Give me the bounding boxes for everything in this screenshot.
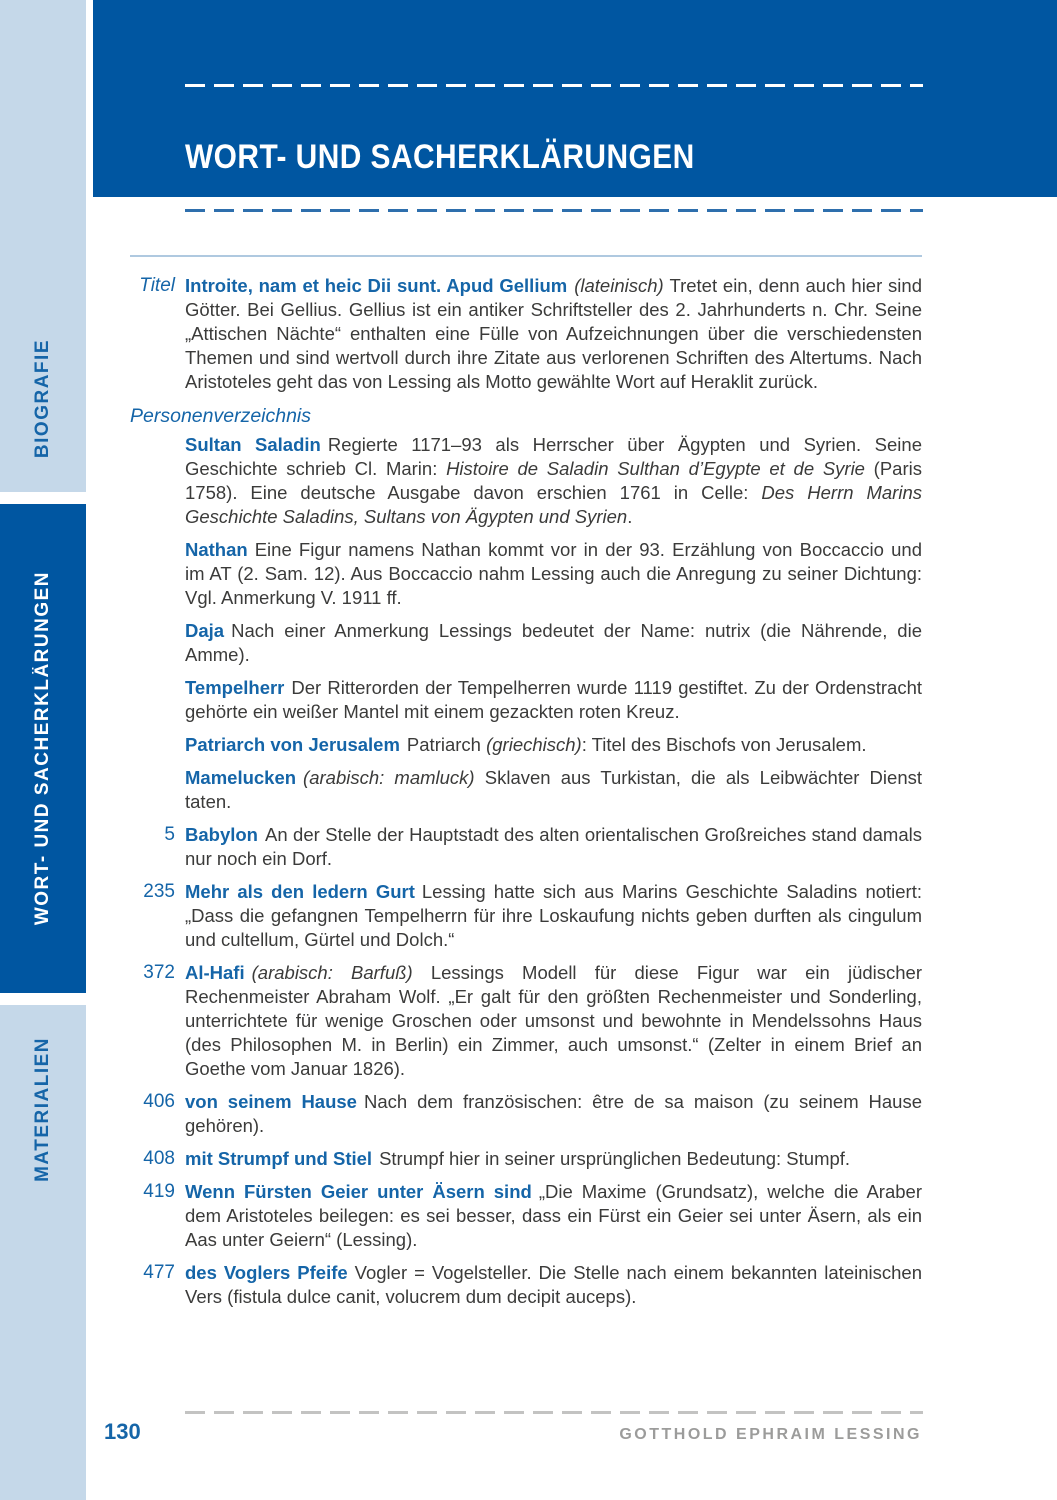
entry-text: (arabisch: Barfuß)	[251, 962, 431, 983]
footer-dashed-line	[185, 1411, 923, 1414]
entry-text: An der Stelle der Hauptstadt des alten orientalischen Großreiches stand damals nur noch ein Dorf.	[185, 824, 922, 869]
sidebar-tab-biografie-label: BIOGRAFIE	[32, 338, 53, 458]
entry-text: Regierte 1171–93 als Herrscher über Ägypten und Syrien. Seine Geschichte schrieb Cl. Marin:	[185, 434, 922, 479]
glossary-entry	[130, 1147, 922, 1171]
glossary-entry	[130, 880, 922, 952]
entry-line-label	[130, 433, 175, 529]
entry-body	[185, 619, 922, 667]
glossary-entry	[130, 823, 922, 871]
header-dashed-line-top	[185, 84, 923, 87]
entry-line-label	[130, 538, 175, 610]
sidebar-tab-wort-und-sacherklaerungen-label: WORT- UND SACHERKLÄRUNGEN	[32, 571, 53, 926]
entry-body	[185, 766, 922, 814]
glossary-entry	[130, 433, 922, 529]
entry-text: „Die Maxime (Grundsatz), welche die Araber dem Aristoteles beilegen: es sei besser, dass ein Fürst ein Geier sei unter Äsern, als ein Aas unter Geiern“ (Lessing).	[185, 1181, 922, 1250]
entry-term: Daja	[185, 620, 225, 641]
entry-body	[185, 733, 922, 757]
entry-text: Sklaven aus Turkistan, die als Leibwächter Dienst taten.	[185, 767, 922, 812]
header-dashed-line-bottom	[185, 209, 923, 212]
entry-term: Introite, nam et heic Dii sunt. Apud Gellium	[185, 275, 568, 296]
entry-line-label: 372	[143, 962, 175, 983]
entry-line-label: 477	[143, 1262, 175, 1283]
entry-line-label	[130, 766, 175, 814]
page-number: 130	[104, 1419, 141, 1444]
sidebar-tab-materialien-label: MATERIALIEN	[32, 1037, 53, 1182]
sidebar-tab-materialien	[0, 1005, 86, 1500]
entry-text: Tretet ein, denn auch hier sind Götter. Bei Gellius. Gellius ist ein antiker Schriftsteller des 2. Jahrhunderts n. Chr. Seine „Attischen Nächte“ enthalten eine Fülle von Aufzeichnungen über die verschiedensten Themen und sind wertvoll durch ihre Zitate aus verlorenen Schriften des Altertums. Nach Aristoteles geht das von Lessing als Motto gewählte Wort auf Heraklit zurück.	[185, 275, 922, 392]
running-title: GOTTHOLD EPHRAIM LESSING	[619, 1426, 922, 1443]
glossary-entry	[130, 766, 922, 814]
content-area	[130, 255, 922, 1318]
entry-term: von seinem Hause	[185, 1091, 357, 1112]
entry-term: Al-Hafi	[185, 962, 245, 983]
entry-text: Patriarch	[406, 734, 487, 755]
sidebar-tab-biografie	[0, 0, 86, 492]
entry-text: : Titel des Bischofs von Jerusalem.	[581, 734, 867, 755]
chapter-header	[93, 0, 1057, 197]
sidebar-tab-wort-und-sacherklaerungen	[0, 504, 86, 993]
entry-text: Nach dem französischen: être de sa maison (zu seinem Hause gehören).	[185, 1091, 923, 1136]
entry-text: (arabisch: mamluck)	[303, 767, 485, 788]
entry-body	[185, 961, 922, 1081]
glossary-entry	[130, 676, 922, 724]
entry-line-label	[130, 619, 175, 667]
entry-body	[185, 1147, 922, 1171]
entry-line-label: 406	[143, 1091, 175, 1112]
glossary-entry	[130, 1180, 922, 1252]
entry-line-label: 419	[143, 1181, 175, 1202]
content-divider	[130, 255, 922, 257]
entry-term: des Voglers Pfeife	[185, 1262, 348, 1283]
entry-term: mit Strumpf und Stiel	[185, 1148, 373, 1169]
entry-line-label	[130, 676, 175, 724]
entry-line-label: 408	[143, 1148, 175, 1169]
entry-body	[185, 823, 922, 871]
entry-text: (griechisch)	[486, 734, 582, 755]
entry-text: Histoire de Saladin Sulthan d’Egypte et de Syrie	[446, 458, 865, 479]
glossary-entry	[130, 1090, 922, 1138]
entry-text: Nach einer Anmerkung Lessings bedeutet der Name: nutrix (die Nährende, die Amme).	[185, 620, 922, 665]
entry-body	[185, 1090, 922, 1138]
entry-body	[185, 1261, 922, 1309]
entry-term: Tempelherr	[185, 677, 285, 698]
glossary-entry	[130, 619, 922, 667]
entry-term: Sultan Saladin	[185, 434, 321, 455]
glossary-entry	[130, 961, 922, 1081]
entry-term: Mamelucken	[185, 767, 297, 788]
entry-text: Eine Figur namens Nathan kommt vor in der 93. Erzählung von Boccaccio und im AT (2. Sam. 12). Aus Boccaccio nahm Lessing auch die Anregung zu seiner Dichtung: Vgl. Anmerkung V. 1911 ff.	[185, 539, 922, 608]
entry-text: Lessings Modell für diese Figur war ein jüdischer Rechenmeister Abraham Wolf. „Er galt für den größten Rechenmeister und Sonderling, unterrichtete für wenige Groschen oder umsonst und bewohnte in Mendelssohns Haus (des Philosophen M. in Berlin) ein Zimmer, auch umsonst.“ (Zelter in einem Brief an Goethe vom Januar 1826).	[185, 962, 922, 1079]
entry-term: Babylon	[185, 824, 258, 845]
entry-text: Des Herrn Marins Geschichte Saladins, Sultans von Ägypten und Syrien	[185, 482, 922, 527]
glossary	[130, 274, 922, 1309]
entry-text: Lessing hatte sich aus Marins Geschichte Saladins notiert: „Dass die gefangnen Tempelherrn für ihre Loskaufung nichts geben durften als cingulum und cultellum, Gürtel und Dolch.“	[185, 881, 922, 950]
entry-line-label: 235	[143, 881, 175, 902]
entry-line-label: Titel	[139, 275, 175, 296]
entry-body	[185, 1180, 922, 1252]
entry-term: Nathan	[185, 539, 248, 560]
entry-text: Der Ritterorden der Tempelherren wurde 1119 gestiftet. Zu der Ordenstracht gehörte ein weißer Mantel mit einem gezackten roten Kreuz.	[185, 677, 922, 722]
entry-body	[185, 538, 922, 610]
entry-text: Vogler = Vogelsteller. Die Stelle nach einem bekannten lateinischen Vers (fistula dulce canit, volucrem dum decipit auceps).	[185, 1262, 922, 1307]
entry-text: (Paris 1758). Eine deutsche Ausgabe davon erschien 1761 in Celle:	[185, 458, 922, 503]
glossary-entry	[130, 274, 922, 394]
entry-line-label: 5	[164, 824, 175, 845]
glossary-entry	[130, 1261, 922, 1309]
entry-text: (lateinisch)	[574, 275, 670, 296]
section-heading: Personenverzeichnis	[130, 405, 312, 427]
entry-text: .	[627, 506, 633, 527]
entry-line-label	[130, 733, 175, 757]
page-title: WORT- UND SACHERKLÄRUNGEN	[185, 138, 695, 176]
glossary-entry	[130, 538, 922, 610]
entry-body	[185, 880, 922, 952]
entry-term: Wenn Fürsten Geier unter Äsern sind	[185, 1181, 532, 1202]
entry-term: Patriarch von Jerusalem	[185, 734, 400, 755]
entry-body	[185, 676, 922, 724]
entry-body	[185, 433, 922, 529]
sidebar	[0, 0, 86, 1500]
entry-text: Strumpf hier in seiner ursprünglichen Bedeutung: Stumpf.	[379, 1148, 851, 1169]
entry-term: Mehr als den ledern Gurt	[185, 881, 415, 902]
entry-body	[185, 274, 922, 394]
glossary-entry	[130, 733, 922, 757]
